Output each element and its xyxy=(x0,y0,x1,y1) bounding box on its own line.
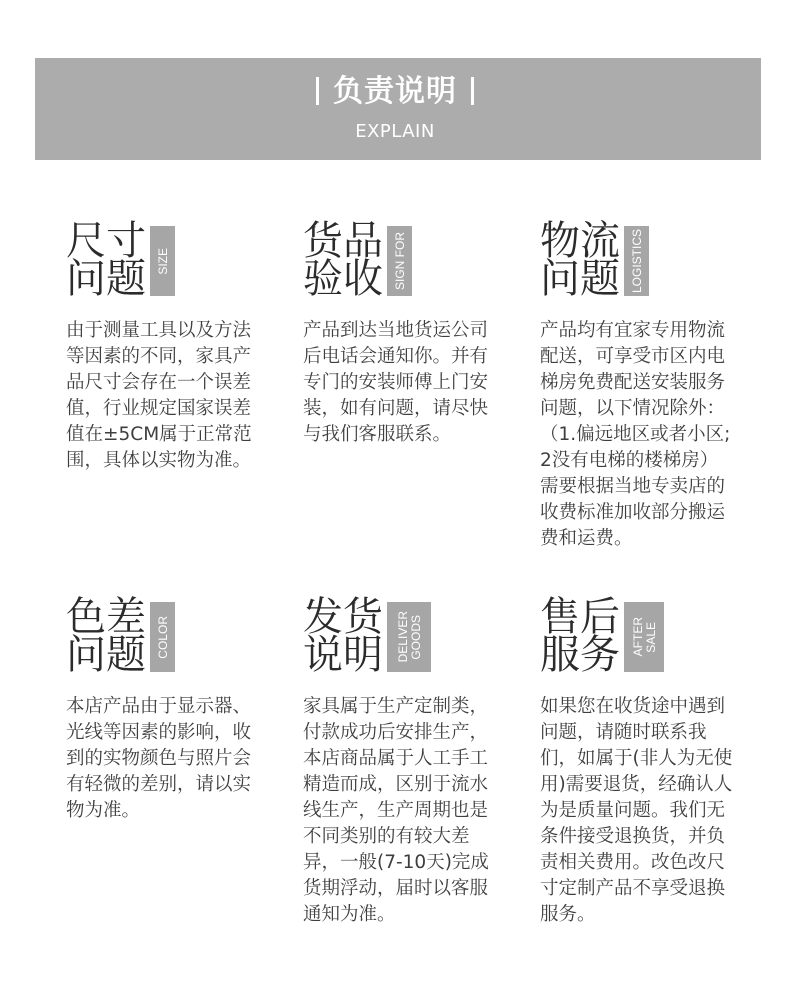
card-size xyxy=(66,218,286,474)
card-tag: SIZE xyxy=(150,226,175,296)
card-heading xyxy=(66,594,286,678)
card-heading xyxy=(540,218,760,302)
card-description: 由于测量工具以及方法等因素的不同，家具产品尺寸会存在一个误差值，行业规定国家误差值在±5CM属于正常范围，具体以实物为准。 xyxy=(66,320,252,471)
card-after-sale xyxy=(540,594,760,928)
card-description: 家具属于生产定制类，付款成功后安排生产，本店商品属于人工手工精造而成，区别于流水线生产，生产周期也是不同类别的有较大差异，一般(7-10天)完成货期浮动，届时以客服通知为准。 xyxy=(303,696,489,925)
card-heading xyxy=(303,218,523,302)
page-subtitle: EXPLAIN xyxy=(355,121,435,142)
card-heading xyxy=(303,594,523,678)
card-logistics xyxy=(540,218,760,552)
card-description: 如果您在收货途中遇到问题，请随时联系我们，如属于(非人为无使用)需要退货，经确认人为是质量问题。我们无条件接受退换货，并负责相关费用。改色改尺寸定制产品不享受退换服务。 xyxy=(540,696,733,925)
card-title: 物流 问题 xyxy=(540,218,620,302)
card-title: 尺寸 问题 xyxy=(66,218,146,302)
card-tag: AFTER SALE xyxy=(624,602,664,672)
card-description: 产品到达当地货运公司后电话会通知你。并有专门的安装师傅上门安装，如有问题，请尽快与我们客服联系。 xyxy=(303,320,489,445)
card-title: 发货 说明 xyxy=(303,594,383,678)
card-title: 色差 问题 xyxy=(66,594,146,678)
page-title-text: 负责说明 xyxy=(333,74,457,109)
title-bar-left xyxy=(316,77,319,105)
card-heading xyxy=(66,218,286,302)
card-description: 本店产品由于显示器、光线等因素的影响，收到的实物颜色与照片会有轻微的差别，请以实物为准。 xyxy=(66,696,252,821)
card-color xyxy=(66,594,286,824)
title-bar-right xyxy=(471,77,474,105)
card-tag: DELIVER GOODS xyxy=(387,602,431,672)
card-deliver-goods xyxy=(303,594,523,928)
page-title xyxy=(0,72,790,112)
card-title: 货品 验收 xyxy=(303,218,383,302)
card-tag: SIGN FOR xyxy=(387,226,412,296)
card-title: 售后 服务 xyxy=(540,594,620,678)
card-tag: COLOR xyxy=(150,602,175,672)
card-tag: LOGISTICS xyxy=(624,226,649,296)
card-heading xyxy=(540,594,760,678)
card-sign-for xyxy=(303,218,523,448)
card-description: 产品均有宜家专用物流配送，可享受市区内电梯房免费配送安装服务问题，以下情况除外：（1.偏远地区或者小区;2没有电梯的楼梯房）需要根据当地专卖店的收费标准加收部分搬运费和运费。 xyxy=(540,320,731,549)
